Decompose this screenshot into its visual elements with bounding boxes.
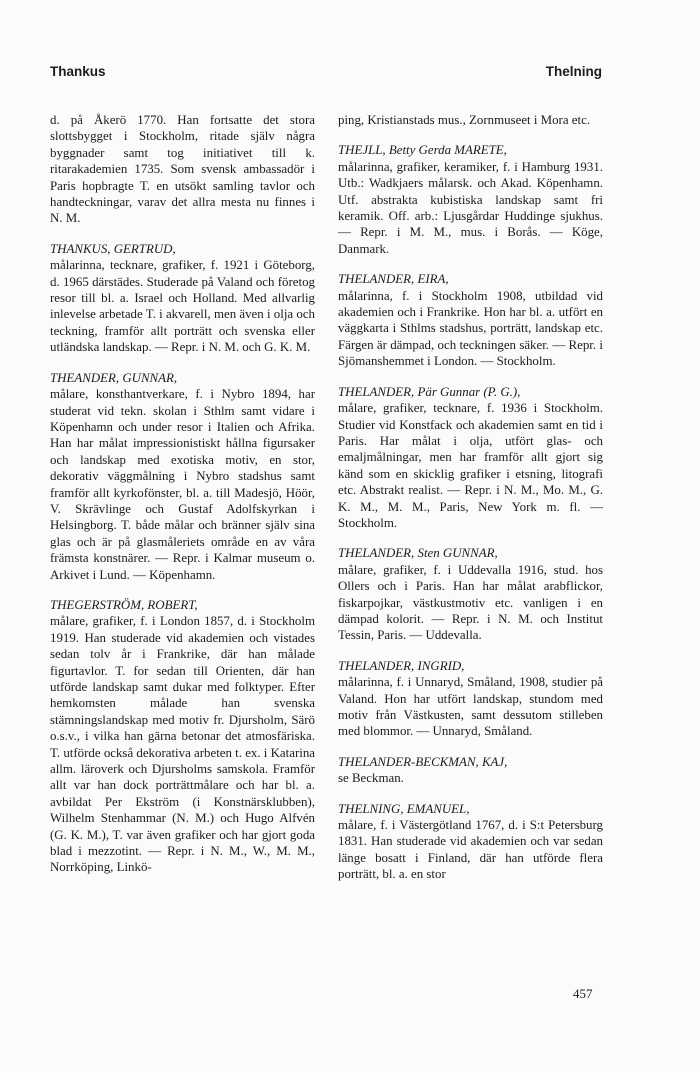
entry-name: THEJLL, Betty Gerda MARETE, [338,143,507,158]
entry-text: d. på Åkerö 1770. Han fortsatte det stora slottsbygget i Stockholm, ritade själv några byggnader samt tog initiativet till k. ritarakademien 1735. Som svensk ambassadör i Paris hopbragte T. en utsökt samling tavlor och handteckningar, varav det allra mesta nu finnes i N. M. [50,113,315,226]
entry [50,112,315,227]
entry [338,384,603,532]
entry [50,597,315,876]
entry [338,112,603,128]
entry [338,271,603,369]
entry-name: THELANDER, INGRID, [338,658,465,673]
entry-name: THELANDER, Sten GUNNAR, [338,546,498,561]
entry-text: ping, Kristianstads mus., Zornmuseet i Mora etc. [338,113,591,127]
entry-name: THELANDER, EIRA, [338,272,449,287]
entry-name: THANKUS, GERTRUD, [50,241,176,256]
entry-text: målare, grafiker, tecknare, f. 1936 i Stockholm. Studier vid Konstfack och akademien samt en tid i Paris. Har målat i olja, utfört glas- och emaljmålningar, men har framför allt gjort sig känd som en skicklig grafiker i etsning, litografi etc. Abstrakt realist. — Repr. i N. M., Mo. M., G. K. M., M. M., Paris, New York m. fl. — Stockholm. [338,401,603,530]
entry [50,370,315,583]
entry-text: målarinna, f. i Unnaryd, Småland, 1908, studier på Valand. Hon har utfört landskap, stundom med motiv från Västkusten, samt dessutom stilleben med blommor. — Unnaryd, Småland. [338,675,603,739]
entry [338,142,603,257]
running-header [0,64,700,86]
right-column [338,112,603,897]
entry-name: THEGERSTRÖM, ROBERT, [50,597,198,612]
left-column [50,112,315,890]
entry [50,241,315,356]
entry-name: THELANDER, Pär Gunnar (P. G.), [338,384,521,399]
entry-name: THELANDER-BECKMAN, KAJ, [338,754,508,769]
entry-text: målare, konsthantverkare, f. i Nybro 1894, har studerat vid tekn. skolan i Sthlm samt vidare i Köpenhamn och under resor i Italien och Afrika. Han har målat impressionistiskt hållna figursaker och landskap med exotiska motiv, en stor, dekorativ väggmålning i Nybro stadshus samt framför allt kyrkofönster, bl. a. till Madesjö, Höör, V. Skrävlinge och Gustaf Adolfskyrkan i Helsingborg. T. både målar och bränner själv sina glas och är på glasmåleriets område en av våra främsta konstnärer. — Repr. i Kalmar museum o. Arkivet i Lund. — Köpenhamn. [50,387,315,582]
header-left-word: Thankus [50,64,106,79]
entry-text: målare, f. i Västergötland 1767, d. i S:t Petersburg 1831. Han studerade vid akademien och var sedan länge bosatt i Finland, där han utförde flera porträtt, bl. a. en stor [338,818,603,882]
header-right-word: Thelning [545,64,602,79]
entry-text: målarinna, grafiker, keramiker, f. i Hamburg 1931. Utb.: Wadkjaers målarsk. och Akad. Köpenhamn. Utf. abstrakta kubistiska landskap samt fri keramik. Off. arb.: Ljusgårdar Huddinge sjukhus. — Repr. i M. M., mus. i Borås. — Köge, Danmark. [338,159,603,256]
entry [338,754,603,787]
entry-name: THEANDER, GUNNAR, [50,370,178,385]
entry-name: THELNING, EMANUEL, [338,801,470,816]
page-number: 457 [573,986,593,1001]
entry-text: målarinna, tecknare, grafiker, f. 1921 i Göteborg, d. 1965 därstädes. Studerade på Valand och företog resor till bl. a. Israel och Holland. Med allvarlig inlevelse arbetade T. i akvarell, men även i olja och teckning, framför allt porträtt och svenska eller utländska landskap. — Repr. i N. M. och G. K. M. [50,258,315,355]
entry [338,801,603,883]
entry-text: målare, grafiker, f. i Uddevalla 1916, stud. hos Ollers och i Paris. Han har målat arabflickor, fiskarpojkar, västkustmotiv etc. vanligen i en dämpad kolorit. — Repr. i N. M. och Institut Tessin, Paris. — Uddevalla. [338,562,603,643]
entry-text: målarinna, f. i Stockholm 1908, utbildad vid akademien och i Frankrike. Hon har bl. a. utfört en väggkarta i Sthlms stadshus, porträtt, landskap etc. Färgen är dämpad, och teckningen säker. — Repr. i Sjömanshemmet i London. — Stockholm. [338,288,603,369]
entry [338,658,603,740]
entry-text: se Beckman. [338,771,404,786]
entry-text: målare, grafiker, f. i London 1857, d. i Stockholm 1919. Han studerade vid akademien och vistades sedan tolv år i Frankrike, där han målade figurtavlor. T. for sedan till Orienten, där han utförde landskap samt dukar med folktyper. Efter hemkomsten målade han svenska stämningslandskap med motiv fr. Djursholm, Särö o.s.v., i vilka han gärna betonar det atmosfäriska. T. utförde också dekorativa arbeten t. ex. i Katarina allm. läroverk och Djursholms samskola. Framför allt var han dock porträttmålare och har bl. a. avbildat Per Ekström (i Konstnärsklubben), Wilhelm Stenhammar (N. M.) och Hugo Alfvén (G. K. M.), T. var även grafiker och har gjort goda blad i mezzotint. — Repr. i N. M., W., M. M., Norrköping, Linkö- [50,614,315,875]
entry [338,545,603,643]
